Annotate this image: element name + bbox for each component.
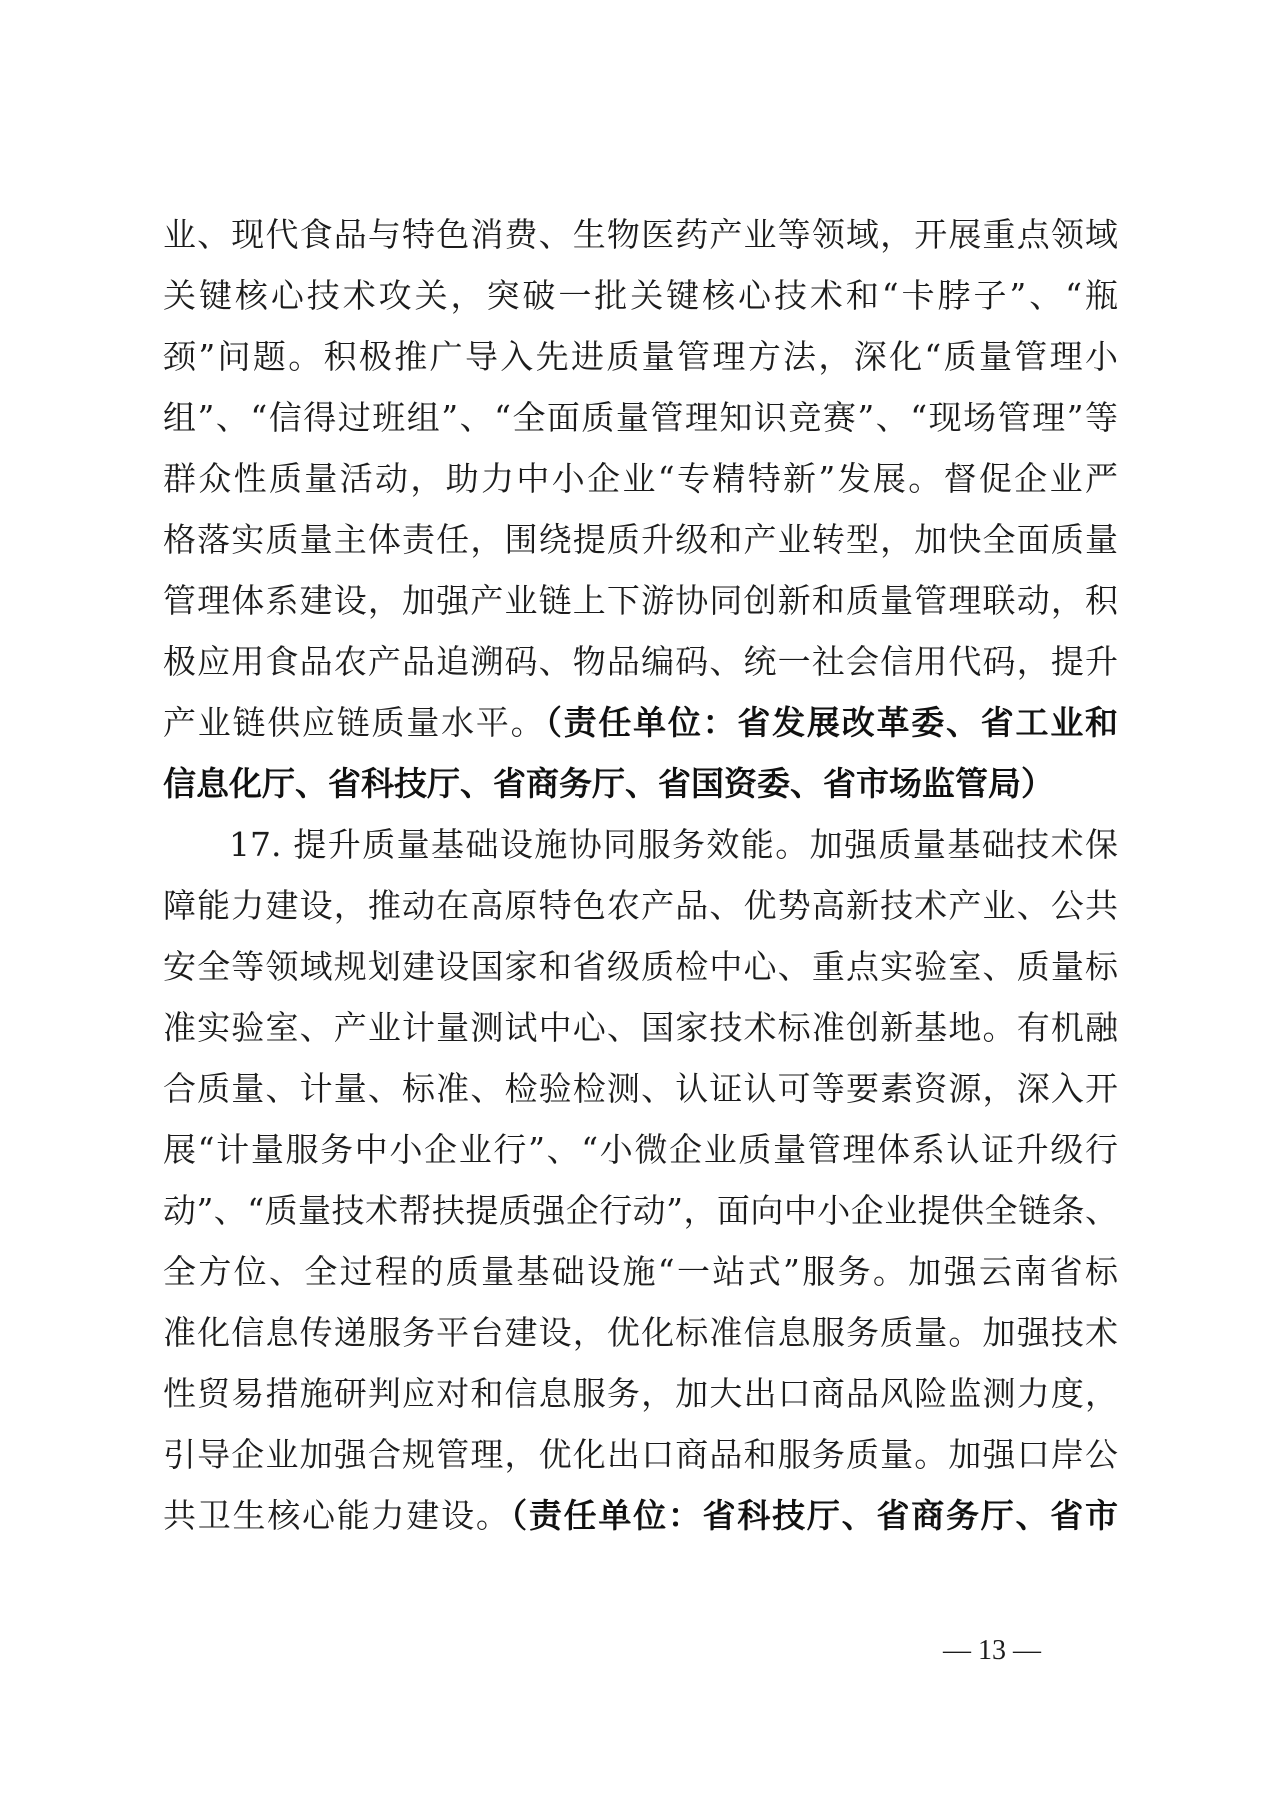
body-text bbox=[163, 204, 1118, 1546]
text-line: 格落实质量主体责任，围绕提质升级和产业转型，加快全面质量 bbox=[163, 520, 1118, 559]
text-line: 展“计量服务中小企业行”、“小微企业质量管理体系认证升级行 bbox=[163, 1130, 1118, 1169]
text-line: 业、现代食品与特色消费、生物医药产业等领域，开展重点领域 bbox=[163, 215, 1118, 254]
text-line: 准实验室、产业计量测试中心、国家技术标准创新基地。有机融 bbox=[163, 1008, 1118, 1047]
responsibility-note: （责任单位：省发展改革委、省工业和 bbox=[545, 703, 1119, 742]
text-line: 全方位、全过程的质量基础设施“一站式”服务。加强云南省标 bbox=[163, 1252, 1118, 1291]
page-number: — 13 — bbox=[943, 1635, 1041, 1666]
responsibility-note: 信息化厅、省科技厅、省商务厅、省国资委、省市场监管局） bbox=[163, 764, 1054, 803]
text-line: 颈”问题。积极推广导入先进质量管理方法，深化“质量管理小 bbox=[163, 337, 1118, 376]
text-line: 合质量、计量、标准、检验检测、认证认可等要素资源，深入开 bbox=[163, 1069, 1118, 1108]
text-line bbox=[163, 753, 1118, 814]
text-line: 群众性质量活动，助力中小企业“专精特新”发展。督促企业严 bbox=[163, 459, 1118, 498]
text-line: 管理体系建设，加强产业链上下游协同创新和质量管理联动，积 bbox=[163, 581, 1118, 620]
responsibility-note: （责任单位：省科技厅、省商务厅、省市 bbox=[510, 1496, 1119, 1535]
text-line: 障能力建设，推动在高原特色农产品、优势高新技术产业、公共 bbox=[163, 886, 1118, 925]
text-line bbox=[163, 1485, 1118, 1546]
text-line bbox=[163, 692, 1118, 753]
text-line: 极应用食品农产品追溯码、物品编码、统一社会信用代码，提升 bbox=[163, 642, 1118, 681]
text-line: 性贸易措施研判应对和信息服务，加大出口商品风险监测力度， bbox=[163, 1374, 1118, 1413]
text-line: 引导企业加强合规管理，优化出口商品和服务质量。加强口岸公 bbox=[163, 1435, 1118, 1474]
text-line: 关键核心技术攻关，突破一批关键核心技术和“卡脖子”、“瓶 bbox=[163, 276, 1118, 315]
text-line: 准化信息传递服务平台建设，优化标准信息服务质量。加强技术 bbox=[163, 1313, 1118, 1352]
text-line: 动”、“质量技术帮扶提质强企行动”，面向中小企业提供全链条、 bbox=[163, 1191, 1118, 1230]
item-17-heading-line: 17. 提升质量基础设施协同服务效能。加强质量基础技术保 bbox=[229, 825, 1118, 864]
text-line: 组”、“信得过班组”、“全面质量管理知识竞赛”、“现场管理”等 bbox=[163, 398, 1118, 437]
text-run: 产业链供应链质量水平。 bbox=[163, 703, 546, 742]
text-line: 安全等领域规划建设国家和省级质检中心、重点实验室、质量标 bbox=[163, 947, 1118, 986]
text-run: 共卫生核心能力建设。 bbox=[163, 1496, 511, 1535]
